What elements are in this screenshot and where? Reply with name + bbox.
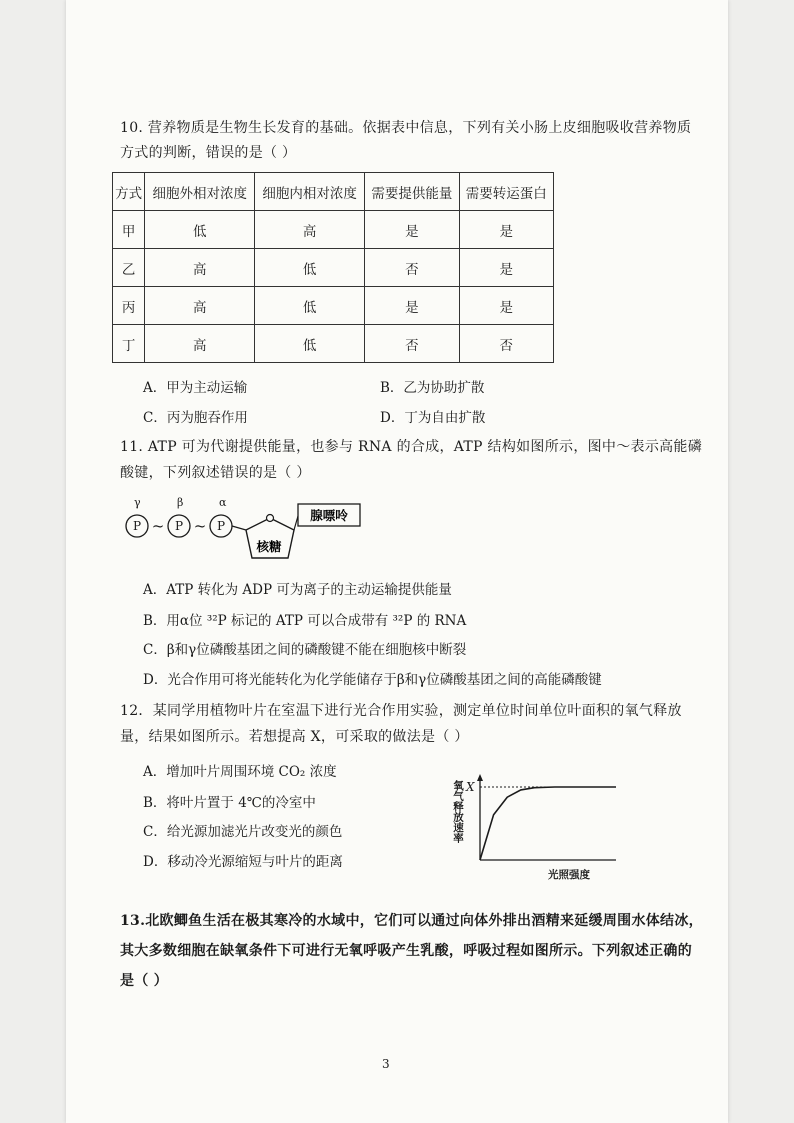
q11-option-b: B．用α位 ³²P 标记的 ATP 可以合成带有 ³²P 的 RNA <box>143 613 467 629</box>
q12-option-d: D．移动冷光源缩短与叶片的距离 <box>143 854 343 870</box>
table-cell: 丁 <box>113 325 145 363</box>
adenine-label: 腺嘌呤 <box>310 508 348 523</box>
alpha-label: α <box>219 496 227 509</box>
table-header-row <box>113 173 554 211</box>
chart-series-line <box>480 787 616 860</box>
q11-stem-line2: 酸键，下列叙述错误的是（ ） <box>120 465 311 481</box>
beta-label: β <box>177 496 184 509</box>
table-cell: 是 <box>459 287 553 325</box>
ester-bond-line <box>232 526 246 530</box>
q10-stem-line2: 方式的判断，错误的是（ ） <box>120 145 297 161</box>
q10-option-b: B．乙为协助扩散 <box>380 380 485 396</box>
gamma-label: γ <box>134 496 141 509</box>
header-cell: 需要提供能量 <box>365 173 459 211</box>
high-energy-bond-symbol: ~ <box>151 517 165 535</box>
table-cell: 高 <box>145 325 255 363</box>
q10-option-d: D．丁为自由扩散 <box>380 410 486 426</box>
table-cell: 高 <box>145 249 255 287</box>
table-cell: 是 <box>459 249 553 287</box>
atp-structure-diagram <box>118 494 378 572</box>
phosphate-label: P <box>216 519 226 533</box>
table-cell: 高 <box>145 287 255 325</box>
table-cell: 否 <box>365 325 459 363</box>
phosphate-label: P <box>174 519 184 533</box>
q13-stem-line3: 是（ ） <box>120 973 169 989</box>
oxygen-release-chart <box>440 772 620 884</box>
q10-stem-line1: 10. 营养物质是生物生长发育的基础。依据表中信息，下列有关小肠上皮细胞吸收营养物质 <box>120 120 692 136</box>
table-row <box>113 249 554 287</box>
q12-option-b: B．将叶片置于 4℃的冷室中 <box>143 795 316 811</box>
chart-x-axis-label: 光照强度 <box>548 869 590 881</box>
q11-option-a: A．ATP 转化为 ADP 可为离子的主动运输提供能量 <box>143 582 452 598</box>
q11-option-d: D．光合作用可将光能转化为化学能储存于β和γ位磷酸基团之间的高能磷酸键 <box>143 672 602 688</box>
q12-stem-line2: 量，结果如图所示。若想提高 X，可采取的做法是（ ） <box>120 729 469 745</box>
chart-y-axis-label: 氧气释放速率 <box>452 780 464 843</box>
q11-stem-line1: 11. ATP 可为代谢提供能量，也参与 RNA 的合成，ATP 结构如图所示，图中～表示高能磷 <box>120 439 703 455</box>
y-axis-arrow-icon <box>477 774 483 781</box>
table-cell: 低 <box>255 287 365 325</box>
q10-option-a: A．甲为主动运输 <box>143 380 248 396</box>
header-cell: 细胞外相对浓度 <box>145 173 255 211</box>
q10-table <box>112 172 554 363</box>
header-cell: 需要转运蛋白 <box>459 173 553 211</box>
q12-option-a: A．增加叶片周围环境 CO₂ 浓度 <box>143 764 337 780</box>
q12-option-c: C．给光源加滤光片改变光的颜色 <box>143 824 343 840</box>
header-cell: 方式 <box>113 173 145 211</box>
q10-option-c: C．丙为胞吞作用 <box>143 410 248 426</box>
q12-stem-line1: 12．某同学用植物叶片在室温下进行光合作用实验，测定单位时间单位叶面积的氧气释放 <box>120 703 682 719</box>
table-cell: 是 <box>365 211 459 249</box>
table-cell: 丙 <box>113 287 145 325</box>
table-cell: 是 <box>459 211 553 249</box>
table-row <box>113 287 554 325</box>
table-cell: 低 <box>255 325 365 363</box>
chart-x-marker-label: X <box>466 779 475 794</box>
table-cell: 甲 <box>113 211 145 249</box>
table-cell: 乙 <box>113 249 145 287</box>
high-energy-bond-symbol: ~ <box>193 517 207 535</box>
ribose-label: 核糖 <box>256 539 282 554</box>
table-cell: 否 <box>459 325 553 363</box>
phosphate-label: P <box>132 519 142 533</box>
table-row <box>113 325 554 363</box>
table-cell: 是 <box>365 287 459 325</box>
table-cell: 低 <box>145 211 255 249</box>
table-cell: 否 <box>365 249 459 287</box>
table-cell: 高 <box>255 211 365 249</box>
ring-oxygen-icon <box>267 515 274 522</box>
table-row <box>113 211 554 249</box>
header-cell: 细胞内相对浓度 <box>255 173 365 211</box>
q11-option-c: C．β和γ位磷酸基团之间的磷酸键不能在细胞核中断裂 <box>143 642 467 658</box>
page-number: 3 <box>382 1057 390 1071</box>
table-cell: 低 <box>255 249 365 287</box>
q13-stem-line2: 其大多数细胞在缺氧条件下可进行无氧呼吸产生乳酸，呼吸过程如图所示。下列叙述正确的 <box>120 943 692 959</box>
q13-stem-line1: 13.北欧鲫鱼生活在极其寒冷的水域中，它们可以通过向体外排出酒精来延缓周围水体结冰， <box>120 913 703 929</box>
